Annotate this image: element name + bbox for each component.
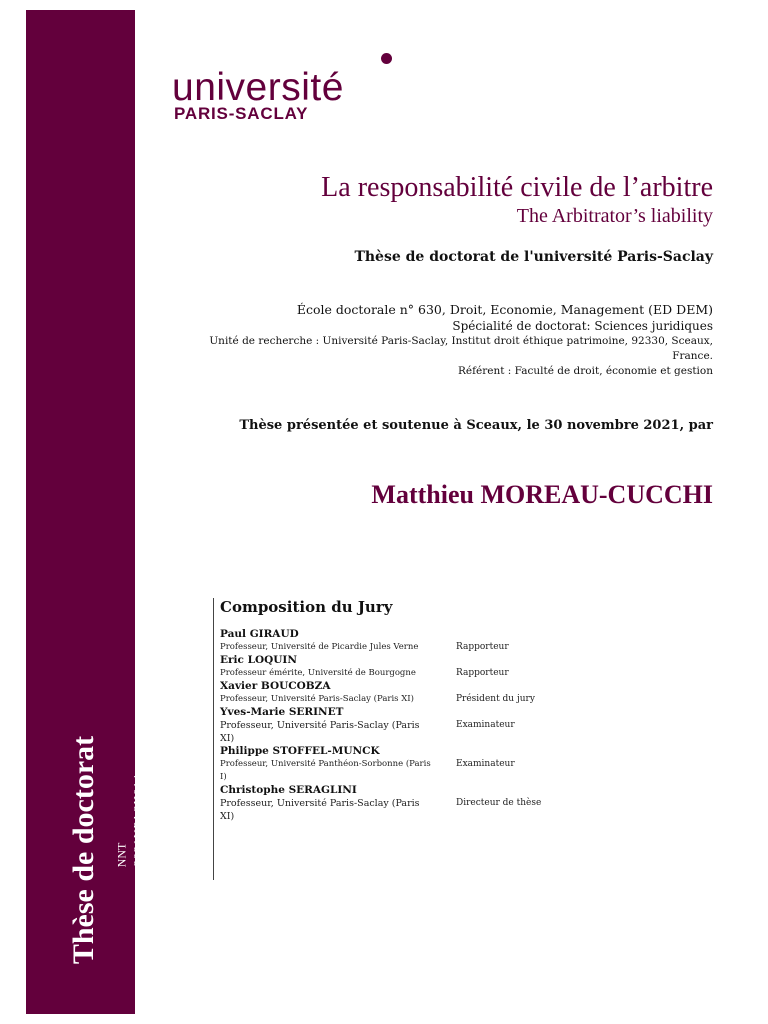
- jury-member-role: Examinateur: [456, 720, 515, 730]
- jury-member-affiliation: Professeur, Université de Picardie Jules Verne: [220, 642, 419, 652]
- jury-member: [220, 706, 560, 745]
- university-logo: [172, 50, 394, 126]
- author-name: Matthieu MOREAU-CUCCHI: [371, 480, 713, 509]
- jury-member-name: Yves-Marie SERINET: [220, 706, 344, 718]
- jury-member: [220, 628, 560, 654]
- sidebar-title: Thèse de doctorat: [67, 735, 100, 965]
- jury-member-affiliation: Professeur émérite, Université de Bourgogne: [220, 668, 416, 678]
- referent: Référent : Faculté de droit, économie et gestion: [458, 365, 713, 377]
- jury-member: [220, 654, 560, 680]
- jury-list: [220, 628, 560, 823]
- jury-member-name: Philippe STOFFEL-MUNCK: [220, 745, 380, 757]
- speciality: Spécialité de doctorat: Sciences juridiques: [452, 319, 713, 333]
- thesis-title-fr: La responsabilité civile de l’arbitre: [321, 172, 713, 203]
- jury-member-affiliation: Professeur, Université Paris-Saclay (Paris XI): [220, 798, 420, 822]
- jury-member-role: Directeur de thèse: [456, 798, 542, 808]
- nnt-label: NNT: [114, 842, 129, 868]
- nnt-value: 2021UPASH014: [130, 773, 145, 867]
- sidebar-band: [26, 10, 145, 1014]
- jury-member-name: Paul GIRAUD: [220, 628, 299, 640]
- jury-member-name: Christophe SERAGLINI: [220, 784, 357, 796]
- jury-member-role: Rapporteur: [456, 668, 509, 678]
- thesis-details: [193, 302, 713, 379]
- jury-member-role: Rapporteur: [456, 642, 509, 652]
- jury-member-role: Examinateur: [456, 759, 515, 769]
- defense-statement: Thèse présentée et soutenue à Sceaux, le 30 novembre 2021, par: [239, 418, 713, 433]
- jury-member: [220, 745, 560, 784]
- jury-member-role: Président du jury: [456, 694, 535, 704]
- jury-member-name: Eric LOQUIN: [220, 654, 297, 666]
- jury-member-affiliation: Professeur, Université Panthéon-Sorbonne (Paris I): [220, 759, 431, 782]
- jury-member-name: Xavier BOUCOBZA: [220, 680, 331, 692]
- logo-word: université: [172, 66, 344, 109]
- jury-section: [213, 598, 560, 880]
- jury-member-affiliation: Professeur, Université Paris-Saclay (Paris XI): [220, 694, 414, 704]
- thesis-type: Thèse de doctorat de l'université Paris-Saclay: [354, 249, 713, 265]
- thesis-title-en: The Arbitrator’s liability: [516, 205, 713, 227]
- jury-member: [220, 784, 560, 823]
- jury-member: [220, 680, 560, 706]
- jury-member-affiliation: Professeur, Université Paris-Saclay (Paris XI): [220, 720, 420, 744]
- doctoral-school: École doctorale n° 630, Droit, Economie, Management (ED DEM): [296, 302, 713, 317]
- jury-heading: Composition du Jury: [220, 598, 393, 616]
- logo-subtitle: PARIS-SACLAY: [174, 104, 309, 123]
- logo-dot: [381, 53, 392, 64]
- research-unit: Unité de recherche : Université Paris-Saclay, Institut droit éthique patrimoine, 92330, Sceaux, France.: [209, 335, 713, 362]
